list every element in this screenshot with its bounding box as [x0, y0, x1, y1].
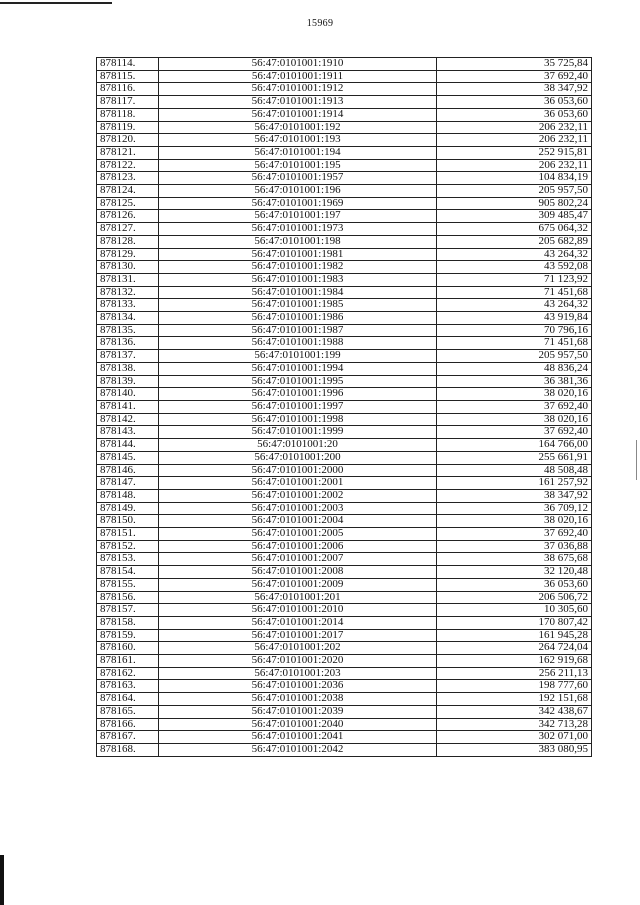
cadastral-number-cell: 56:47:0101001:2010 — [159, 604, 437, 617]
cadastral-value-cell: 192 151,68 — [437, 693, 592, 706]
cadastral-value-cell: 206 232,11 — [437, 134, 592, 147]
cadastral-value-cell: 264 724,04 — [437, 642, 592, 655]
cadastral-number-cell: 56:47:0101001:2002 — [159, 489, 437, 502]
cadastral-value-cell: 38 347,92 — [437, 83, 592, 96]
table-row — [97, 604, 592, 617]
table-row — [97, 680, 592, 693]
cadastral-value-cell: 71 451,68 — [437, 337, 592, 350]
row-number-cell: 878120. — [97, 134, 159, 147]
cadastral-value-cell: 36 709,12 — [437, 502, 592, 515]
cadastral-value-cell: 302 071,00 — [437, 731, 592, 744]
row-number-cell: 878145. — [97, 451, 159, 464]
row-number-cell: 878155. — [97, 578, 159, 591]
row-number-cell: 878140. — [97, 388, 159, 401]
cadastral-number-cell: 56:47:0101001:200 — [159, 451, 437, 464]
row-number-cell: 878157. — [97, 604, 159, 617]
cadastral-value-cell: 309 485,47 — [437, 210, 592, 223]
row-number-cell: 878143. — [97, 426, 159, 439]
cadastral-value-cell: 36 053,60 — [437, 578, 592, 591]
cadastral-number-cell: 56:47:0101001:1913 — [159, 96, 437, 109]
table-body — [97, 58, 592, 757]
table-row — [97, 362, 592, 375]
row-number-cell: 878164. — [97, 693, 159, 706]
table-row — [97, 172, 592, 185]
table-row — [97, 477, 592, 490]
cadastral-number-cell: 56:47:0101001:1995 — [159, 375, 437, 388]
row-number-cell: 878168. — [97, 743, 159, 756]
cadastral-value-cell: 255 661,91 — [437, 451, 592, 464]
row-number-cell: 878152. — [97, 540, 159, 553]
cadastral-value-cell: 164 766,00 — [437, 439, 592, 452]
cadastral-value-cell: 37 692,40 — [437, 426, 592, 439]
cadastral-value-cell: 256 211,13 — [437, 667, 592, 680]
row-number-cell: 878162. — [97, 667, 159, 680]
table-row — [97, 693, 592, 706]
cadastral-number-cell: 56:47:0101001:202 — [159, 642, 437, 655]
cadastral-value-cell: 38 020,16 — [437, 388, 592, 401]
cadastral-number-cell: 56:47:0101001:1983 — [159, 273, 437, 286]
row-number-cell: 878159. — [97, 629, 159, 642]
cadastral-number-cell: 56:47:0101001:194 — [159, 146, 437, 159]
cadastral-value-cell: 38 020,16 — [437, 515, 592, 528]
table-row — [97, 464, 592, 477]
row-number-cell: 878167. — [97, 731, 159, 744]
cadastral-number-cell: 56:47:0101001:1999 — [159, 426, 437, 439]
row-number-cell: 878126. — [97, 210, 159, 223]
row-number-cell: 878154. — [97, 566, 159, 579]
row-number-cell: 878115. — [97, 70, 159, 83]
row-number-cell: 878166. — [97, 718, 159, 731]
table-row — [97, 528, 592, 541]
table-row — [97, 451, 592, 464]
cadastral-number-cell: 56:47:0101001:2040 — [159, 718, 437, 731]
table-row — [97, 731, 592, 744]
cadastral-value-cell: 35 725,84 — [437, 58, 592, 71]
cadastral-number-cell: 56:47:0101001:1996 — [159, 388, 437, 401]
row-number-cell: 878124. — [97, 185, 159, 198]
cadastral-number-cell: 56:47:0101001:1986 — [159, 312, 437, 325]
cadastral-number-cell: 56:47:0101001:2042 — [159, 743, 437, 756]
cadastral-number-cell: 56:47:0101001:20 — [159, 439, 437, 452]
row-number-cell: 878163. — [97, 680, 159, 693]
table-row — [97, 261, 592, 274]
cadastral-number-cell: 56:47:0101001:1914 — [159, 108, 437, 121]
table-row — [97, 350, 592, 363]
row-number-cell: 878148. — [97, 489, 159, 502]
cadastral-value-cell: 10 305,60 — [437, 604, 592, 617]
cadastral-number-cell: 56:47:0101001:2038 — [159, 693, 437, 706]
page-number: 15969 — [306, 18, 334, 29]
cadastral-value-cell: 205 957,50 — [437, 350, 592, 363]
cadastral-number-cell: 56:47:0101001:196 — [159, 185, 437, 198]
cadastral-value-cell: 675 064,32 — [437, 223, 592, 236]
cadastral-number-cell: 56:47:0101001:1998 — [159, 413, 437, 426]
cadastral-value-cell: 161 257,92 — [437, 477, 592, 490]
row-number-cell: 878136. — [97, 337, 159, 350]
table-row — [97, 502, 592, 515]
cadastral-value-cell: 36 053,60 — [437, 96, 592, 109]
row-number-cell: 878125. — [97, 197, 159, 210]
right-margin-mark — [636, 440, 637, 480]
table-row — [97, 388, 592, 401]
cadastral-number-cell: 56:47:0101001:1987 — [159, 324, 437, 337]
table-row — [97, 210, 592, 223]
cadastral-value-cell: 198 777,60 — [437, 680, 592, 693]
cadastral-value-cell: 383 080,95 — [437, 743, 592, 756]
cadastral-number-cell: 56:47:0101001:1984 — [159, 286, 437, 299]
table-row — [97, 540, 592, 553]
cadastral-number-cell: 56:47:0101001:2005 — [159, 528, 437, 541]
table-row — [97, 718, 592, 731]
table-row — [97, 591, 592, 604]
table-row — [97, 299, 592, 312]
table-row — [97, 743, 592, 756]
cadastral-value-cell: 38 347,92 — [437, 489, 592, 502]
table-row — [97, 400, 592, 413]
table-row — [97, 705, 592, 718]
table-row — [97, 70, 592, 83]
row-number-cell: 878151. — [97, 528, 159, 541]
table-row — [97, 58, 592, 71]
row-number-cell: 878149. — [97, 502, 159, 515]
cadastral-number-cell: 56:47:0101001:1910 — [159, 58, 437, 71]
cadastral-number-cell: 56:47:0101001:201 — [159, 591, 437, 604]
cadastral-value-cell: 206 506,72 — [437, 591, 592, 604]
cadastral-value-cell: 342 438,67 — [437, 705, 592, 718]
cadastral-value-cell: 43 264,32 — [437, 248, 592, 261]
cadastral-value-cell: 70 796,16 — [437, 324, 592, 337]
cadastral-value-cell: 162 919,68 — [437, 655, 592, 668]
row-number-cell: 878134. — [97, 312, 159, 325]
cadastral-number-cell: 56:47:0101001:198 — [159, 235, 437, 248]
row-number-cell: 878123. — [97, 172, 159, 185]
cadastral-value-cell: 43 264,32 — [437, 299, 592, 312]
cadastral-number-cell: 56:47:0101001:1957 — [159, 172, 437, 185]
cadastral-value-cell: 206 232,11 — [437, 121, 592, 134]
cadastral-value-cell: 205 957,50 — [437, 185, 592, 198]
table-row — [97, 413, 592, 426]
cadastral-number-cell: 56:47:0101001:1985 — [159, 299, 437, 312]
table-row — [97, 629, 592, 642]
row-number-cell: 878130. — [97, 261, 159, 274]
cadastral-number-cell: 56:47:0101001:2009 — [159, 578, 437, 591]
cadastral-value-cell: 206 232,11 — [437, 159, 592, 172]
cadastral-value-cell: 43 592,08 — [437, 261, 592, 274]
row-number-cell: 878165. — [97, 705, 159, 718]
cadastral-value-cell: 37 692,40 — [437, 528, 592, 541]
cadastral-value-cell: 32 120,48 — [437, 566, 592, 579]
row-number-cell: 878119. — [97, 121, 159, 134]
row-number-cell: 878132. — [97, 286, 159, 299]
row-number-cell: 878147. — [97, 477, 159, 490]
cadastral-value-cell: 37 692,40 — [437, 400, 592, 413]
table-row — [97, 146, 592, 159]
row-number-cell: 878122. — [97, 159, 159, 172]
row-number-cell: 878142. — [97, 413, 159, 426]
cadastral-value-cell: 170 807,42 — [437, 616, 592, 629]
cadastral-value-cell: 161 945,28 — [437, 629, 592, 642]
cadastral-number-cell: 56:47:0101001:1994 — [159, 362, 437, 375]
cadastral-number-cell: 56:47:0101001:199 — [159, 350, 437, 363]
cadastral-number-cell: 56:47:0101001:2007 — [159, 553, 437, 566]
cadastral-number-cell: 56:47:0101001:1911 — [159, 70, 437, 83]
cadastral-value-cell: 205 682,89 — [437, 235, 592, 248]
table-row — [97, 489, 592, 502]
row-number-cell: 878133. — [97, 299, 159, 312]
cadastral-value-cell: 905 802,24 — [437, 197, 592, 210]
table-row — [97, 159, 592, 172]
cadastral-value-cell: 342 713,28 — [437, 718, 592, 731]
row-number-cell: 878161. — [97, 655, 159, 668]
table-row — [97, 337, 592, 350]
row-number-cell: 878131. — [97, 273, 159, 286]
row-number-cell: 878127. — [97, 223, 159, 236]
table-row — [97, 223, 592, 236]
row-number-cell: 878160. — [97, 642, 159, 655]
row-number-cell: 878153. — [97, 553, 159, 566]
cadastral-number-cell: 56:47:0101001:2004 — [159, 515, 437, 528]
row-number-cell: 878114. — [97, 58, 159, 71]
cadastral-number-cell: 56:47:0101001:1981 — [159, 248, 437, 261]
cadastral-number-cell: 56:47:0101001:2014 — [159, 616, 437, 629]
cadastral-number-cell: 56:47:0101001:2041 — [159, 731, 437, 744]
table-row — [97, 235, 592, 248]
cadastral-value-cell: 36 381,36 — [437, 375, 592, 388]
row-number-cell: 878137. — [97, 350, 159, 363]
cadastral-number-cell: 56:47:0101001:1969 — [159, 197, 437, 210]
cadastral-value-cell: 252 915,81 — [437, 146, 592, 159]
table-row — [97, 426, 592, 439]
cadastral-number-cell: 56:47:0101001:197 — [159, 210, 437, 223]
cadastral-value-cell: 38 675,68 — [437, 553, 592, 566]
row-number-cell: 878139. — [97, 375, 159, 388]
table-row — [97, 553, 592, 566]
cadastral-number-cell: 56:47:0101001:2000 — [159, 464, 437, 477]
row-number-cell: 878141. — [97, 400, 159, 413]
table-row — [97, 578, 592, 591]
cadastral-value-cell: 36 053,60 — [437, 108, 592, 121]
row-number-cell: 878118. — [97, 108, 159, 121]
cadastral-number-cell: 56:47:0101001:1912 — [159, 83, 437, 96]
cadastral-number-cell: 56:47:0101001:195 — [159, 159, 437, 172]
cadastral-value-cell: 48 508,48 — [437, 464, 592, 477]
table-row — [97, 185, 592, 198]
cadastral-value-cell: 71 451,68 — [437, 286, 592, 299]
row-number-cell: 878138. — [97, 362, 159, 375]
table-row — [97, 566, 592, 579]
cadastral-number-cell: 56:47:0101001:1988 — [159, 337, 437, 350]
table-row — [97, 655, 592, 668]
row-number-cell: 878150. — [97, 515, 159, 528]
cadastral-number-cell: 56:47:0101001:192 — [159, 121, 437, 134]
row-number-cell: 878117. — [97, 96, 159, 109]
row-number-cell: 878129. — [97, 248, 159, 261]
table-row — [97, 96, 592, 109]
table-row — [97, 312, 592, 325]
cadastral-value-cell: 38 020,16 — [437, 413, 592, 426]
table-row — [97, 248, 592, 261]
cadastral-value-cell: 71 123,92 — [437, 273, 592, 286]
table-row — [97, 286, 592, 299]
cadastral-number-cell: 56:47:0101001:2017 — [159, 629, 437, 642]
table-row — [97, 121, 592, 134]
cadastral-number-cell: 56:47:0101001:1982 — [159, 261, 437, 274]
cadastral-value-cell: 37 036,88 — [437, 540, 592, 553]
cadastral-number-cell: 56:47:0101001:2039 — [159, 705, 437, 718]
cadastral-number-cell: 56:47:0101001:1973 — [159, 223, 437, 236]
cadastral-number-cell: 56:47:0101001:1997 — [159, 400, 437, 413]
row-number-cell: 878146. — [97, 464, 159, 477]
table-row — [97, 134, 592, 147]
table-row — [97, 515, 592, 528]
row-number-cell: 878116. — [97, 83, 159, 96]
row-number-cell: 878135. — [97, 324, 159, 337]
row-number-cell: 878144. — [97, 439, 159, 452]
cadastral-number-cell: 56:47:0101001:193 — [159, 134, 437, 147]
cadastral-value-cell: 43 919,84 — [437, 312, 592, 325]
row-number-cell: 878128. — [97, 235, 159, 248]
table-row — [97, 273, 592, 286]
row-number-cell: 878156. — [97, 591, 159, 604]
cadastral-number-cell: 56:47:0101001:2006 — [159, 540, 437, 553]
cadastral-value-cell: 48 836,24 — [437, 362, 592, 375]
table-row — [97, 667, 592, 680]
table-row — [97, 83, 592, 96]
cadastral-number-cell: 56:47:0101001:2020 — [159, 655, 437, 668]
table-row — [97, 108, 592, 121]
cadastral-number-cell: 56:47:0101001:2008 — [159, 566, 437, 579]
row-number-cell: 878158. — [97, 616, 159, 629]
table-row — [97, 197, 592, 210]
table-row — [97, 324, 592, 337]
cadastral-number-cell: 56:47:0101001:2001 — [159, 477, 437, 490]
cadastral-value-cell: 104 834,19 — [437, 172, 592, 185]
row-number-cell: 878121. — [97, 146, 159, 159]
table-row — [97, 375, 592, 388]
table-row — [97, 439, 592, 452]
cadastral-number-cell: 56:47:0101001:203 — [159, 667, 437, 680]
cadastral-number-cell: 56:47:0101001:2003 — [159, 502, 437, 515]
cadastral-number-cell: 56:47:0101001:2036 — [159, 680, 437, 693]
cadastral-value-table — [96, 57, 592, 757]
top-rule — [0, 2, 112, 4]
binding-edge-mark — [0, 855, 4, 905]
table-row — [97, 642, 592, 655]
cadastral-value-cell: 37 692,40 — [437, 70, 592, 83]
table-row — [97, 616, 592, 629]
